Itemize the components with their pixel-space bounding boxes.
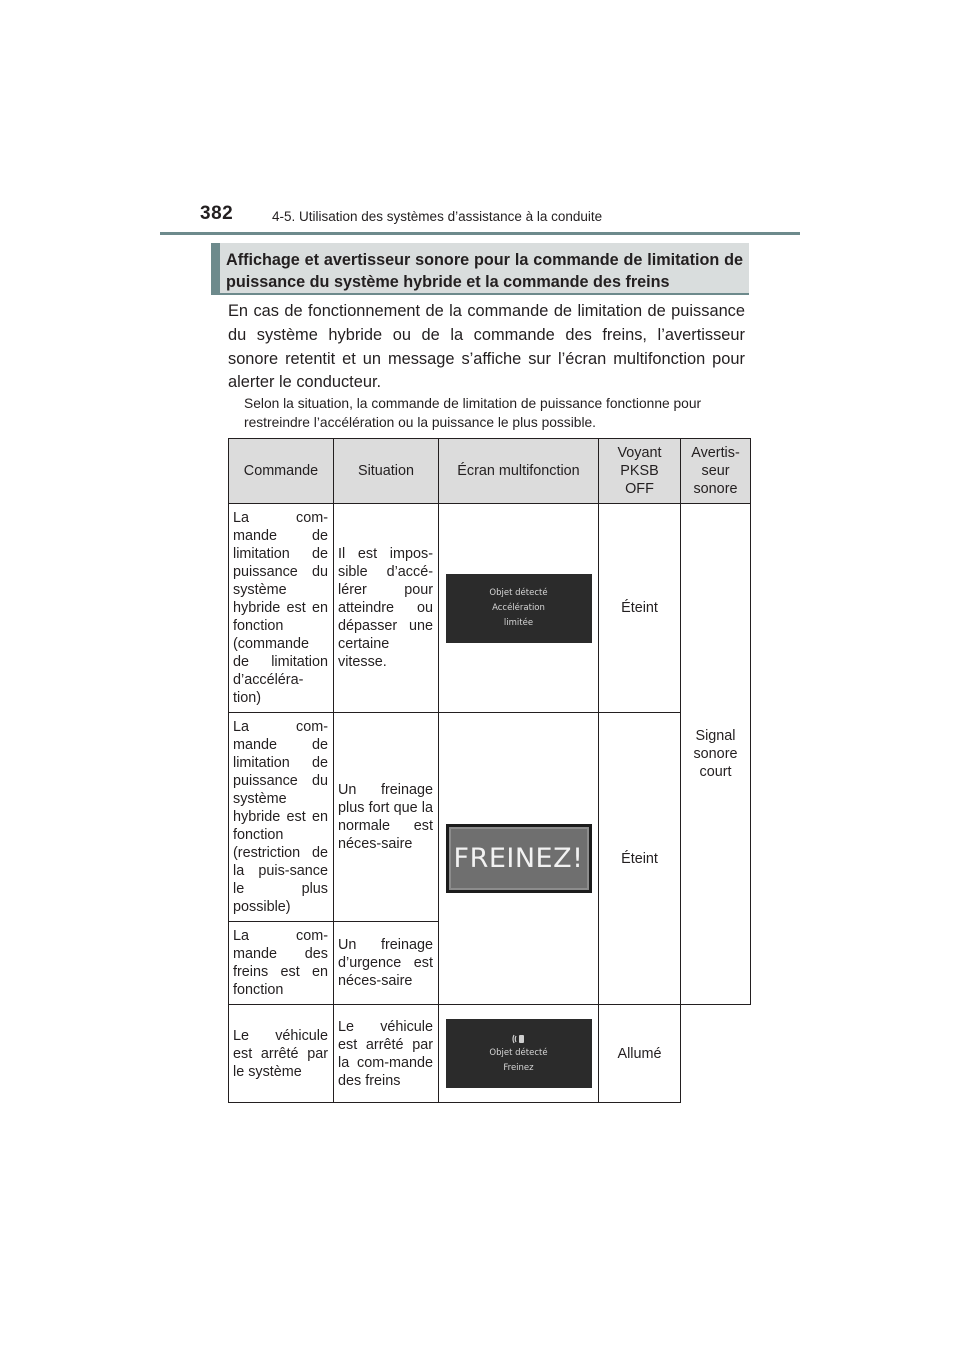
commande-text: Le véhicule est arrêté par le système: [233, 1027, 328, 1080]
cell-situation: [334, 504, 439, 713]
cell-commande: [229, 1005, 334, 1103]
situation-text: Le véhicule est arrêté par la com-mande des freins: [338, 1018, 433, 1089]
header-rule: [160, 232, 800, 235]
specification-table: [228, 438, 751, 1103]
note-paragraph: Selon la situation, la commande de limitation de puissance fonctionne pour restreindre l’accélération ou la puissance le plus possible.: [244, 396, 702, 430]
header-avertisseur-text: Avertis-seur sonore: [691, 445, 740, 497]
cell-screen: [439, 504, 599, 713]
intro-paragraph: En cas de fonctionnement de la commande de limitation de puissance du système hybride ou de la commande des freins, l’avertisseur sonore retentit et un message s’affiche sur l’écran multifonction pour alerter le conducteur.: [228, 302, 745, 392]
multifunction-screen-acceleration-limited: [446, 574, 592, 643]
cell-commande: [229, 504, 334, 713]
table-row: [229, 713, 751, 922]
voyant-status: Éteint: [621, 600, 658, 616]
cell-situation: [334, 1005, 439, 1103]
voyant-status: Allumé: [617, 1045, 662, 1062]
commande-text: La com-mande de limitation de puissance du système hybride est en fonction (restriction de la puis-sance le plus possible): [233, 719, 328, 915]
cell-screen: [439, 713, 599, 1005]
radar-warning-icon: [512, 1032, 526, 1046]
cell-voyant: [599, 713, 681, 1005]
cell-avertisseur: [681, 504, 751, 1005]
situation-text: Un freinage plus fort que la normale est néces-saire: [338, 782, 433, 852]
header-situation: Situation: [334, 439, 439, 504]
situation-text: Un freinage d’urgence est néces-saire: [338, 937, 433, 989]
section-heading-text: Affichage et avertisseur sonore pour la commande de limitation de puissance du système hybride et la commande des freins: [226, 251, 743, 291]
freinez-message: FREINEZ!: [449, 827, 589, 890]
cell-commande: [229, 922, 334, 1005]
situation-text: Il est impos-sible d’accé-lérer pour atteindre ou dépasser une certaine vitesse.: [338, 546, 433, 670]
screen-line: Accélération: [492, 602, 545, 613]
table-header-row: [229, 439, 751, 504]
voyant-status: Éteint: [621, 850, 658, 867]
table-row: [229, 504, 751, 713]
chapter-title: 4-5. Utilisation des systèmes d’assistance à la conduite: [272, 209, 603, 224]
cell-voyant: [599, 1005, 681, 1103]
header-ecran: Écran multifonction: [439, 439, 599, 504]
screen-line: Objet détecté: [489, 1047, 548, 1058]
commande-text: La com-mande de limitation de puissance du système hybride est en fonction (commande de limitation d’accéléra-tion): [233, 510, 328, 706]
cell-voyant: [599, 504, 681, 713]
header-avertisseur: [681, 439, 751, 504]
multifunction-screen-vehicle-stopped: [446, 1019, 592, 1088]
section-heading-bar: [211, 243, 220, 293]
section-heading: [211, 243, 749, 295]
cell-situation: [334, 922, 439, 1005]
table-row: [229, 1005, 751, 1103]
page-number: 382: [200, 203, 234, 224]
screen-line: Objet détecté: [489, 587, 548, 598]
avertisseur-text: Signal sonore court: [693, 728, 738, 780]
header-commande: Commande: [229, 439, 334, 504]
screen-line: limitée: [503, 617, 534, 628]
cell-commande: [229, 713, 334, 922]
header-voyant-text: Voyant PKSB OFF: [617, 445, 662, 497]
multifunction-screen-freinez: [446, 824, 592, 893]
screen-line: Freinez: [503, 1062, 534, 1073]
commande-text: La com-mande des freins est en fonction: [233, 928, 328, 998]
cell-situation: [334, 713, 439, 922]
header-voyant: [599, 439, 681, 504]
cell-screen: [439, 1005, 599, 1103]
